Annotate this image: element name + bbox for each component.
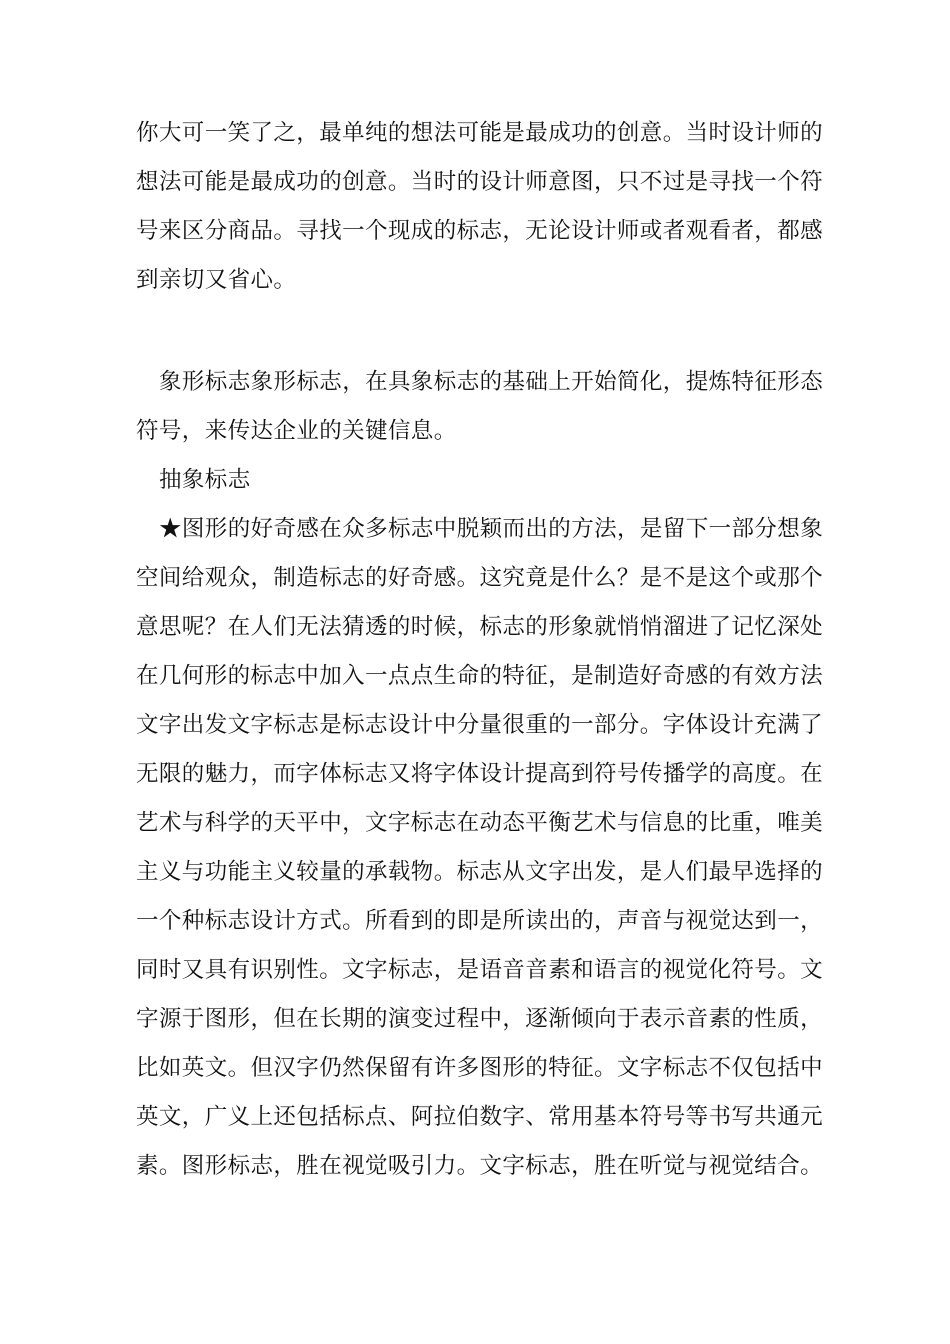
paragraph-4 <box>136 505 826 1191</box>
paragraph-4-line-11: 字源于图形，但在长期的演变过程中，逐渐倾向于表示音素的性质， <box>136 1006 824 1032</box>
paragraph-4-line-4: 在几何形的标志中加入一点点生命的特征，是制造好奇感的有效方法 <box>136 663 824 689</box>
paragraph-4-line-7: 艺术与科学的天平中，文字标志在动态平衡艺术与信息的比重，唯美 <box>136 810 824 836</box>
paragraph-2-line-2: 符号，来传达企业的关键信息。 <box>136 418 457 444</box>
paragraph-4-line-1: ★图形的好奇感在众多标志中脱颖而出的方法，是留下一部分想象 <box>159 516 824 542</box>
paragraph-4-line-2: 空间给观众，制造标志的好奇感。这究竟是什么？是不是这个或那个 <box>136 565 824 591</box>
paragraph-4-line-8: 主义与功能主义较量的承载物。标志从文字出发，是人们最早选择的 <box>136 859 824 885</box>
paragraph-4-line-6: 无限的魅力，而字体标志又将字体设计提高到符号传播学的高度。在 <box>136 761 824 787</box>
paragraph-1-line-1: 你大可一笑了之，最单纯的想法可能是最成功的创意。当时设计师的 <box>136 120 824 146</box>
paragraph-1 <box>136 109 826 305</box>
paragraph-4-line-9: 一个种标志设计方式。所看到的即是所读出的，声音与视觉达到一， <box>136 908 824 934</box>
paragraph-2-line-1: 象形标志象形标志，在具象标志的基础上开始简化，提炼特征形态 <box>159 369 824 395</box>
paragraph-4-line-10: 同时又具有识别性。文字标志，是语音音素和语言的视觉化符号。文 <box>136 957 824 983</box>
paragraph-4-line-3: 意思呢？在人们无法猜透的时候，标志的形象就悄悄溜进了记忆深处 <box>136 614 824 640</box>
paragraph-4-line-5: 文字出发文字标志是标志设计中分量很重的一部分。字体设计充满了 <box>136 712 824 738</box>
paragraph-4-line-12: 比如英文。但汉字仍然保留有许多图形的特征。文字标志不仅包括中 <box>136 1055 824 1081</box>
paragraph-4-line-14: 素。图形标志，胜在视觉吸引力。文字标志，胜在听觉与视觉结合。 <box>136 1153 824 1179</box>
section-heading <box>136 456 826 505</box>
paragraph-1-line-4: 到亲切又省心。 <box>136 267 297 293</box>
section-heading-text: 抽象标志 <box>159 467 251 493</box>
paragraph-1-line-2: 想法可能是最成功的创意。当时的设计师意图，只不过是寻找一个符 <box>136 169 824 195</box>
paragraph-2 <box>136 358 826 456</box>
paragraph-1-line-3: 号来区分商品。寻找一个现成的标志，无论设计师或者观看者，都感 <box>136 218 824 244</box>
paragraph-4-line-13: 英文，广义上还包括标点、阿拉伯数字、常用基本符号等书写共通元 <box>136 1104 824 1130</box>
